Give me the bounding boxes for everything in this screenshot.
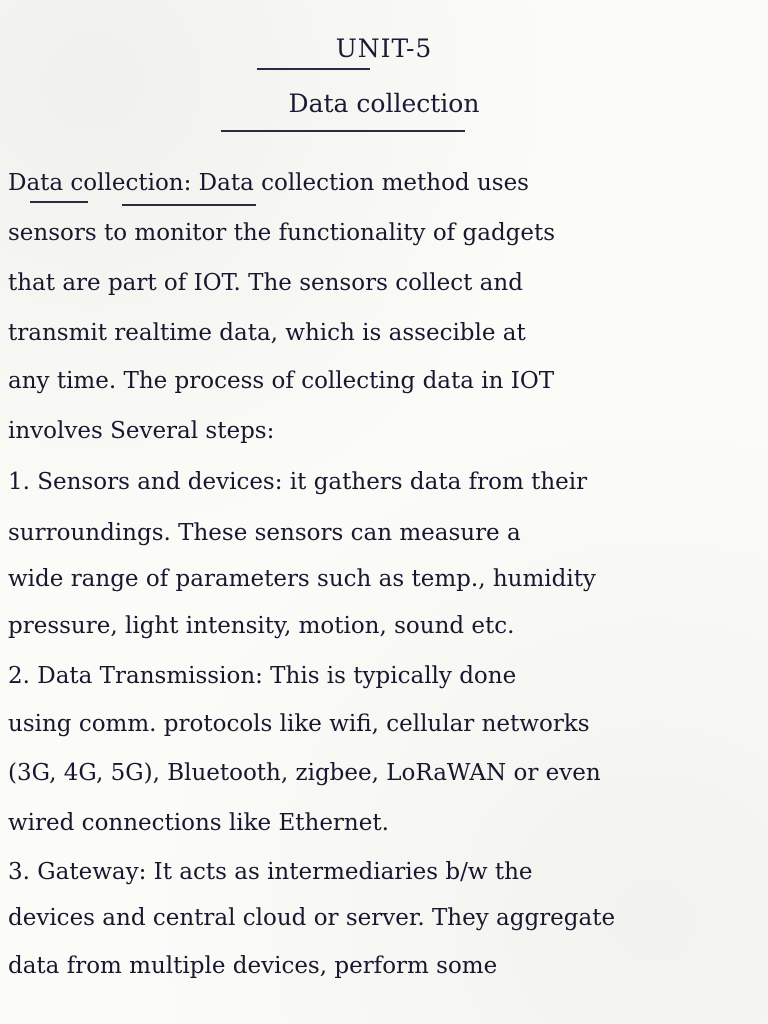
text-line: using comm. protocols like wifi, cellular networks <box>8 711 590 737</box>
title-underline <box>221 130 465 132</box>
text-line: surroundings. These sensors can measure a <box>8 520 521 546</box>
text-line: any time. The process of collecting data in IOT <box>8 368 555 394</box>
text-line: (3G, 4G, 5G), Bluetooth, zigbee, LoRaWAN or even <box>8 760 601 786</box>
page-title: Data collection <box>288 89 480 118</box>
text-line: pressure, light intensity, motion, sound etc. <box>8 613 515 639</box>
text-line: 2. Data Transmission: This is typically done <box>8 663 517 689</box>
text-line: 3. Gateway: It acts as intermediaries b/w the <box>8 859 533 885</box>
text-line: that are part of IOT. The sensors collect and <box>8 270 523 296</box>
text-line: transmit realtime data, which is assecible at <box>8 320 526 346</box>
unit-underline <box>257 68 370 70</box>
text-line: devices and central cloud or server. They aggregate <box>8 905 616 931</box>
keyword-underline <box>30 201 88 203</box>
unit-heading: UNIT-5 <box>335 34 433 63</box>
text-line: sensors to monitor the functionality of gadgets <box>8 220 556 246</box>
keyword-underline <box>122 204 256 206</box>
text-line: involves Several steps: <box>8 418 275 444</box>
text-line: Data collection: Data collection method uses <box>8 170 529 196</box>
text-line: wired connections like Ethernet. <box>8 810 389 836</box>
text-line: wide range of parameters such as temp., humidity <box>8 566 596 592</box>
text-line: 1. Sensors and devices: it gathers data from their <box>8 469 588 495</box>
text-line: data from multiple devices, perform some <box>8 953 498 979</box>
